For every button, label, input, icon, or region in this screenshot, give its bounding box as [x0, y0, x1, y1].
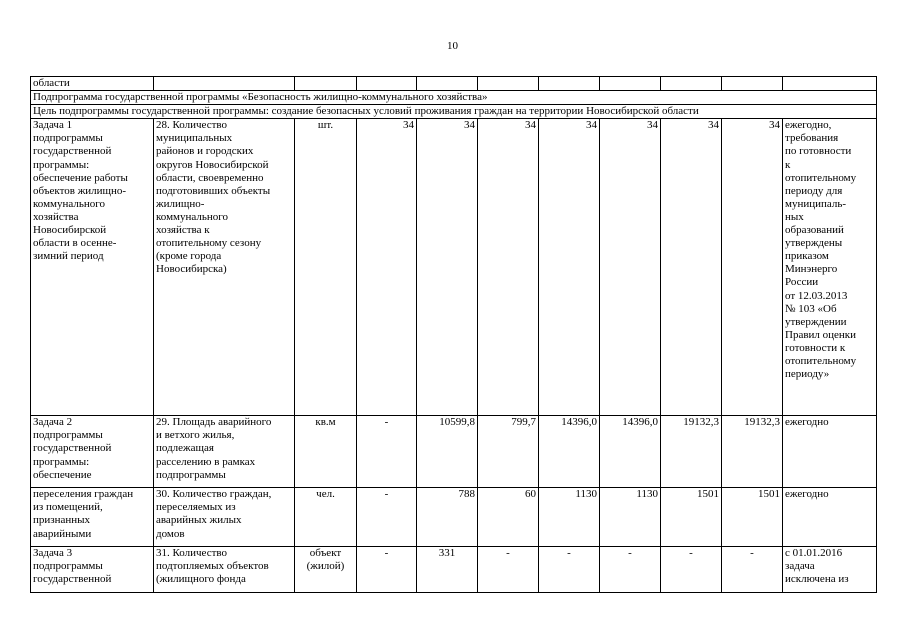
- region-cell: области: [31, 77, 154, 91]
- value-cell: 10599,8: [417, 416, 478, 488]
- value-cell: -: [478, 547, 539, 593]
- note-cell: ежегодно: [783, 416, 877, 488]
- value-cell: 19132,3: [722, 416, 783, 488]
- indicator-name: 29. Площадь аварийного и ветхого жилья, подлежащая расселению в рамках подпрограммы: [154, 416, 295, 488]
- value-cell: 19132,3: [661, 416, 722, 488]
- table-row: [31, 77, 877, 91]
- value-cell: 34: [539, 119, 600, 416]
- value-cell: -: [600, 547, 661, 593]
- value-cell: 799,7: [478, 416, 539, 488]
- unit-cell: объект (жилой): [295, 547, 357, 593]
- value-cell: 14396,0: [539, 416, 600, 488]
- value-cell: 34: [722, 119, 783, 416]
- unit-cell: шт.: [295, 119, 357, 416]
- value-cell: 1501: [722, 488, 783, 547]
- value-cell: 34: [478, 119, 539, 416]
- value-cell: 34: [417, 119, 478, 416]
- subprogram-goal: Цель подпрограммы государственной программы: создание безопасных условий проживания граждан на территории Новосибирской области: [31, 105, 877, 119]
- value-cell: 1501: [661, 488, 722, 547]
- subprogram-title: Подпрограмма государственной программы «Безопасность жилищно-коммунального хозяйства»: [31, 91, 877, 105]
- table-row: [31, 105, 877, 119]
- task-name: переселения граждан из помещений, признанных аварийными: [31, 488, 154, 547]
- value-cell: -: [357, 547, 417, 593]
- value-cell: 34: [661, 119, 722, 416]
- table-row: [31, 488, 877, 547]
- note-cell: ежегодно, требования по готовности к отопительному периоду для муниципаль- ных образований утверждены приказом Минэнерго России от 12.03.2013 № 103 «Об утверждении Правил оценки готовности к отопительному периоду»: [783, 119, 877, 416]
- note-cell: ежегодно: [783, 488, 877, 547]
- page-number: 10: [447, 40, 458, 52]
- value-cell: 14396,0: [600, 416, 661, 488]
- value-cell: -: [539, 547, 600, 593]
- unit-cell: чел.: [295, 488, 357, 547]
- value-cell: 34: [357, 119, 417, 416]
- indicators-table: [30, 76, 877, 593]
- note-cell: с 01.01.2016 задача исключена из: [783, 547, 877, 593]
- table-row: [31, 91, 877, 105]
- unit-cell: кв.м: [295, 416, 357, 488]
- table-row: [31, 416, 877, 488]
- value-cell: -: [357, 416, 417, 488]
- task-name: Задача 1 подпрограммы государственной программы: обеспечение работы объектов жилищно- коммунального хозяйства Новосибирской области в осенне- зимний период: [31, 119, 154, 416]
- value-cell: -: [357, 488, 417, 547]
- indicator-name: 31. Количество подтопляемых объектов (жилищного фонда: [154, 547, 295, 593]
- indicator-name: 28. Количество муниципальных районов и городских округов Новосибирской области, своевременно подготовивших объекты жилищно- коммунального хозяйства к отопительному сезону (кроме города Новосибирска): [154, 119, 295, 416]
- value-cell: -: [661, 547, 722, 593]
- task-name: Задача 2 подпрограммы государственной программы: обеспечение: [31, 416, 154, 488]
- table-row: [31, 119, 877, 416]
- value-cell: 60: [478, 488, 539, 547]
- task-name: Задача 3 подпрограммы государственной: [31, 547, 154, 593]
- value-cell: 34: [600, 119, 661, 416]
- value-cell: -: [722, 547, 783, 593]
- indicator-name: 30. Количество граждан, переселяемых из аварийных жилых домов: [154, 488, 295, 547]
- value-cell: 1130: [539, 488, 600, 547]
- value-cell: 1130: [600, 488, 661, 547]
- value-cell: 331: [417, 547, 478, 593]
- table-row: [31, 547, 877, 593]
- value-cell: 788: [417, 488, 478, 547]
